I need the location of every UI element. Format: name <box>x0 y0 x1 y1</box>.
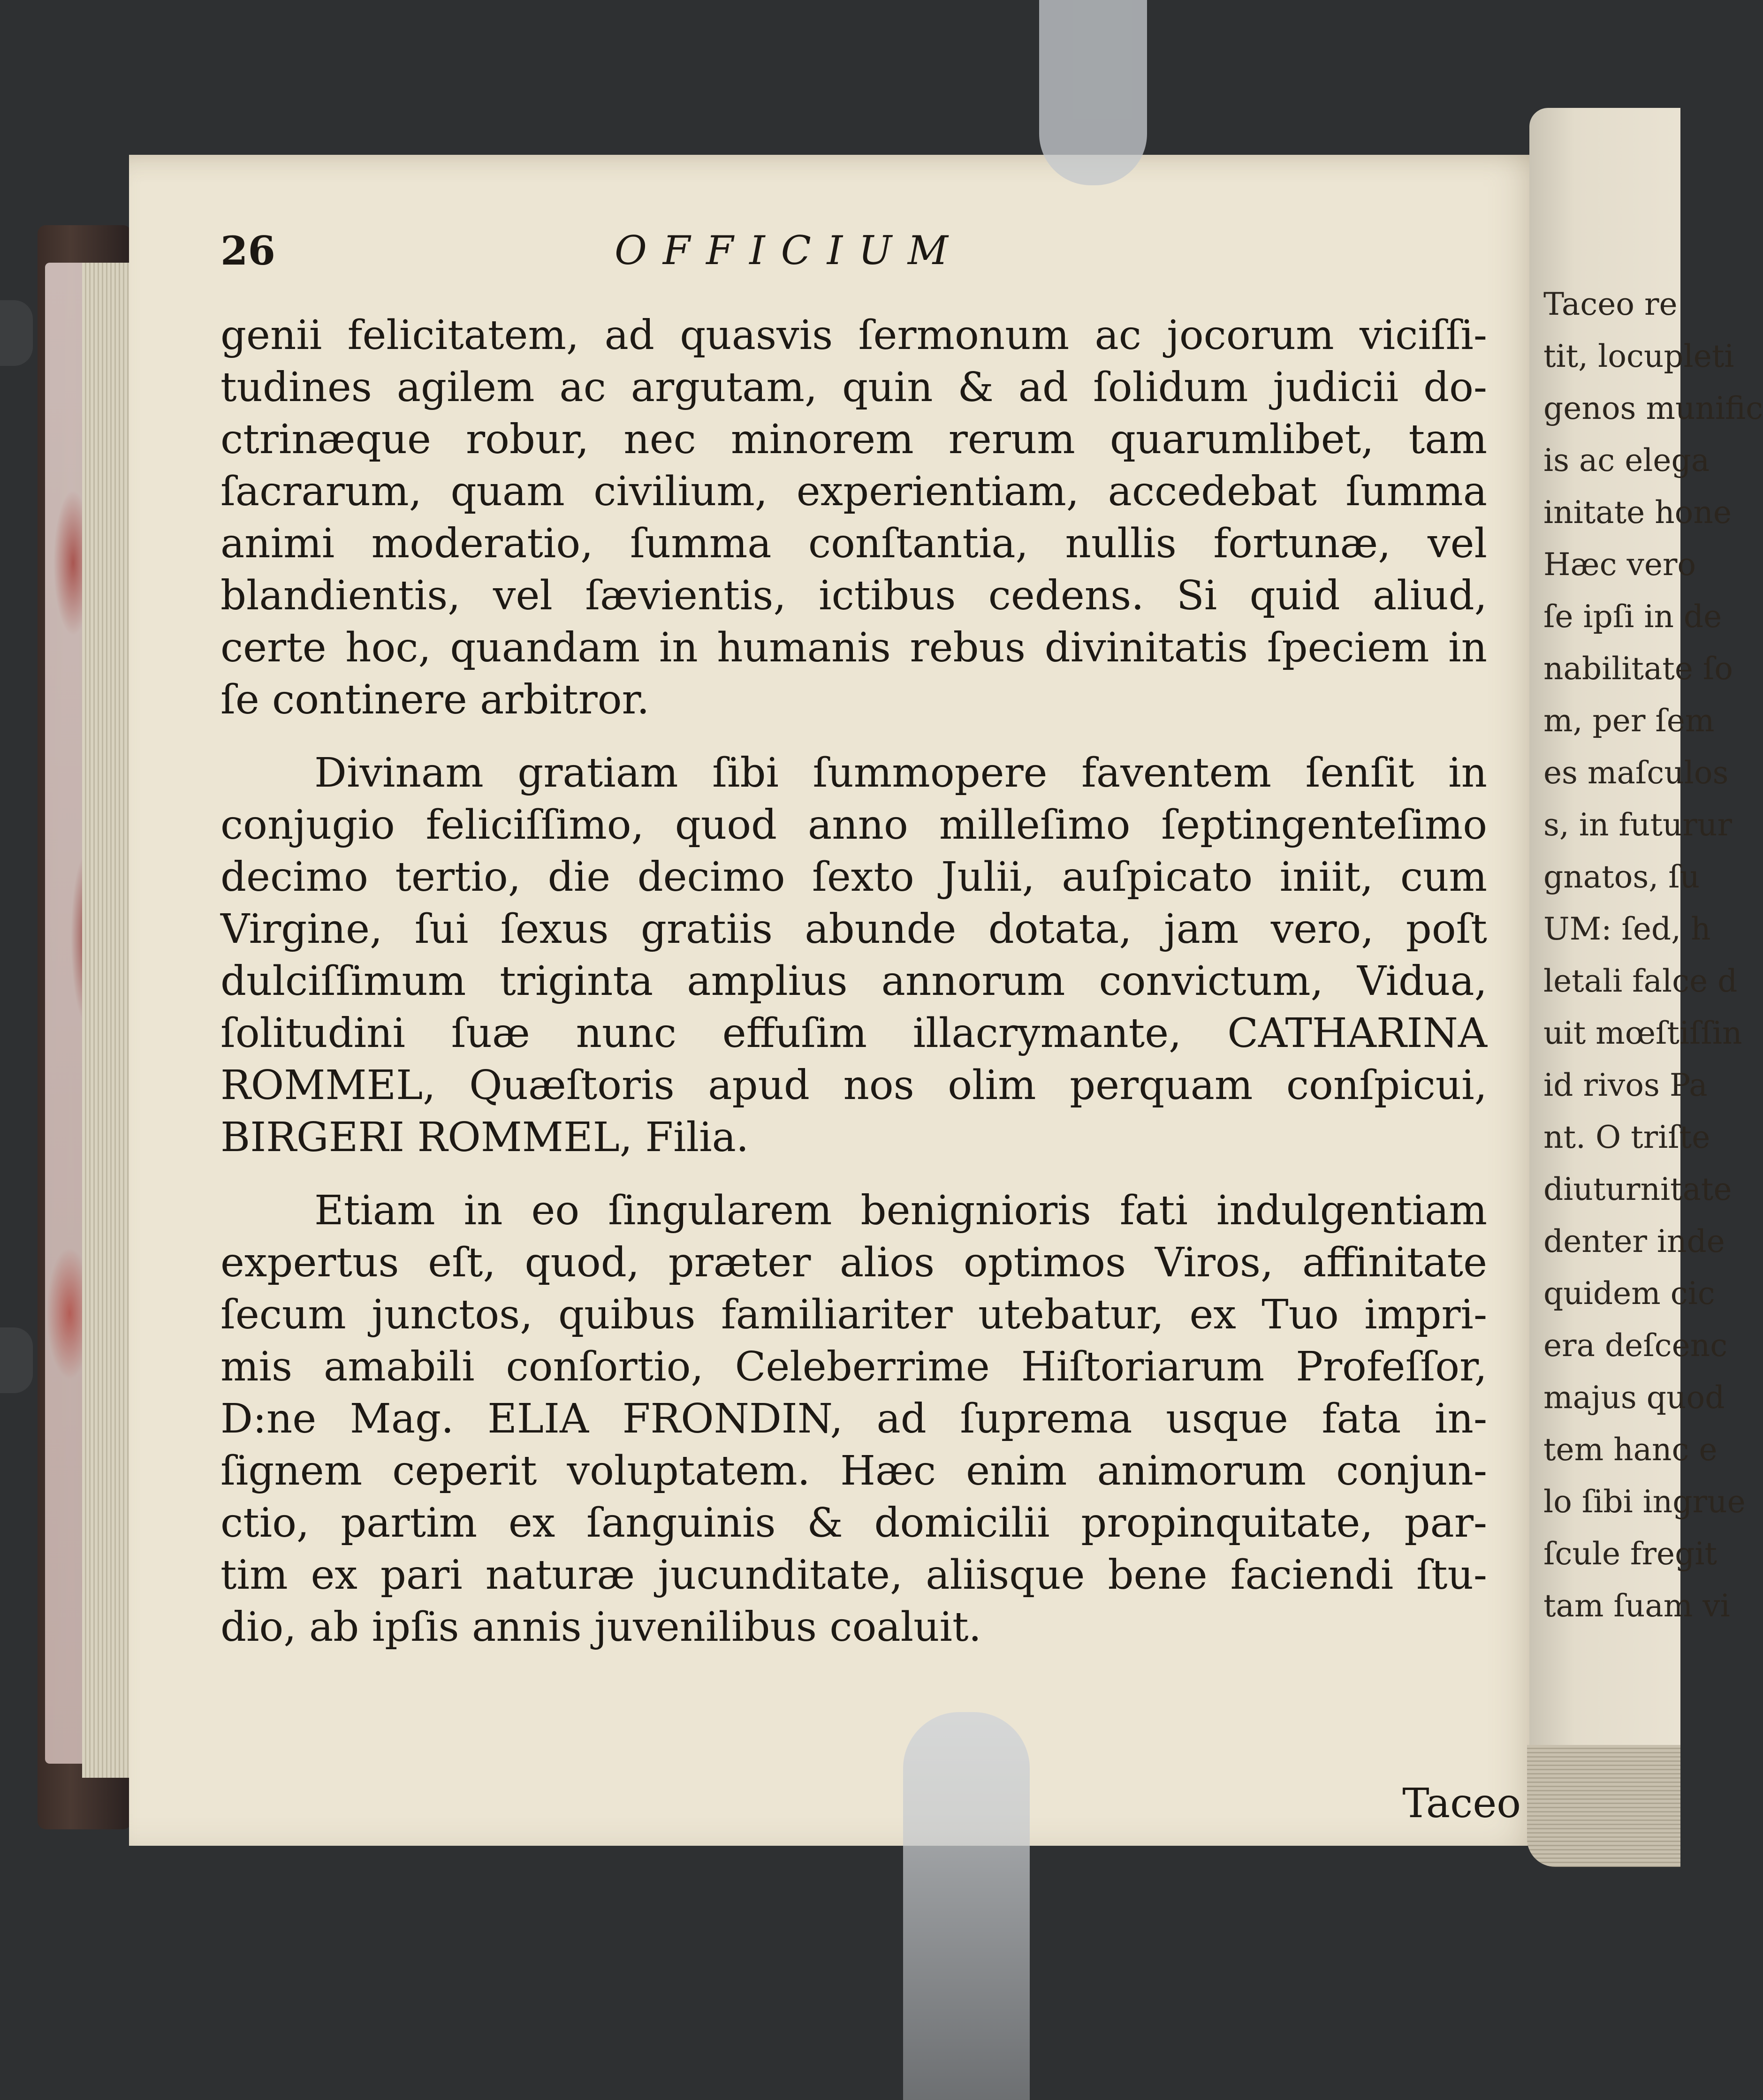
facing-page-line: denter inde <box>1543 1223 1725 1259</box>
text-line: ctio, partim ex ſanguinis & domicilii propinquitate, par- <box>220 1500 1487 1547</box>
facing-page-line: uit mœſtiſſin <box>1543 1015 1742 1051</box>
facing-page-line: tem hanc e <box>1543 1432 1717 1468</box>
glass-clip-bottom <box>903 1712 1030 2100</box>
text-line: Divinam gratiam ſibi ſummopere faventem ſenſit in <box>314 750 1487 796</box>
text-line: genii felicitatem, ad quasvis ſermonum ac jocorum viciſſi- <box>220 312 1487 359</box>
facing-page-line: is ac elega <box>1543 442 1710 478</box>
text-line: conjugio feliciſſimo, quod anno milleſimo ſeptingenteſimo <box>220 802 1487 849</box>
facing-page-line: s, in futurur <box>1543 807 1732 843</box>
scanner-tab-bottom <box>0 1327 33 1393</box>
page-edges-right <box>1527 1745 1680 1867</box>
catchword: Taceo <box>1402 1780 1521 1827</box>
facing-page-line: Hæc vero <box>1543 546 1696 583</box>
text-line: certe hoc, quandam in humanis rebus divinitatis ſpeciem in <box>220 624 1487 671</box>
text-line: ſignem ceperit voluptatem. Hæc enim animorum conjun- <box>220 1448 1487 1494</box>
text-line: decimo tertio, die decimo ſexto Julii, auſpicato iniit, cum <box>220 854 1487 901</box>
facing-page-line: quidem cic <box>1543 1275 1715 1312</box>
text-line: blandientis, vel ſævientis, ictibus cedens. Si quid aliud, <box>220 572 1487 619</box>
body-text <box>220 310 1487 1653</box>
facing-page-line: tam ſuam vi <box>1543 1588 1730 1624</box>
scanner-tab-top <box>0 300 33 366</box>
glass-clip-top <box>1039 0 1147 185</box>
paragraph-2 <box>220 747 1487 1164</box>
page-number: 26 <box>220 227 275 274</box>
facing-page-line: Taceo re <box>1543 286 1678 322</box>
page-edges-left <box>82 263 134 1778</box>
text-line: Etiam in eo ſingularem benignioris fati indulgentiam <box>314 1187 1487 1234</box>
text-line: expertus eſt, quod, præter alios optimos Viros, affinitate <box>220 1239 1487 1286</box>
facing-page-line: gnatos, ſu <box>1543 859 1700 895</box>
paragraph-1 <box>220 310 1487 726</box>
facing-page <box>1529 108 1763 1853</box>
facing-page-line: nabilitate ſo <box>1543 651 1733 687</box>
text-line: ſe continere arbitror. <box>220 676 650 723</box>
facing-page-line: ſcule fregit <box>1543 1536 1717 1572</box>
text-line: tim ex pari naturæ jucunditate, aliisque bene faciendi ſtu- <box>220 1552 1487 1599</box>
text-line: ſolitudini ſuæ nunc effuſim illacrymante, CATHARINA <box>220 1010 1487 1057</box>
facing-page-line: tit, locupleti <box>1543 338 1734 374</box>
text-line: tudines agilem ac argutam, quin & ad ſolidum judicii do- <box>220 364 1487 411</box>
text-line: Virgine, ſui ſexus gratiis abunde dotata, jam vero, poſt <box>220 906 1487 953</box>
text-line: ſecum junctos, quibus familiariter utebatur, ex Tuo impri- <box>220 1291 1487 1338</box>
text-line: dio, ab ipſis annis juvenilibus coaluit. <box>220 1604 981 1651</box>
text-line: D:ne Mag. ELIA FRONDIN, ad ſuprema usque fata in- <box>220 1395 1487 1442</box>
facing-page-line: majus quod <box>1543 1380 1725 1416</box>
text-line: ſacrarum, quam civilium, experientiam, accedebat ſumma <box>220 468 1487 515</box>
text-line: BIRGERI ROMMEL, Filia. <box>220 1114 749 1161</box>
facing-page-line: initate hone <box>1543 494 1732 531</box>
facing-page-line: letali falce d <box>1543 963 1738 999</box>
facing-page-line: era deſcenc <box>1543 1327 1728 1364</box>
text-line: animi moderatio, ſumma conſtantia, nullis fortunæ, vel <box>220 520 1487 567</box>
text-line: ctrinæque robur, nec minorem rerum quarumlibet, tam <box>220 416 1487 463</box>
facing-page-line: id rivos Pa <box>1543 1067 1708 1103</box>
facing-page-line: genos munific <box>1543 390 1763 426</box>
facing-page-line: lo ſibi ingrue <box>1543 1484 1746 1520</box>
paragraph-3 <box>220 1185 1487 1653</box>
facing-page-line: es maſculos <box>1543 755 1729 791</box>
page-header <box>220 227 1487 279</box>
text-line: ROMMEL, Quæſtoris apud nos olim perquam conſpicui, <box>220 1062 1487 1109</box>
facing-page-line: m, per ſem <box>1543 703 1715 739</box>
facing-page-line: ſe ipſi in de <box>1543 599 1722 635</box>
running-title: OFFICIUM <box>615 227 964 273</box>
facing-page-line: nt. O triſte <box>1543 1119 1710 1155</box>
text-line: mis amabili conſortio, Celeberrime Hiſtoriarum Profeſſor, <box>220 1343 1487 1390</box>
text-line: dulciſſimum triginta amplius annorum convictum, Vidua, <box>220 958 1487 1005</box>
facing-page-line: diuturnitate <box>1543 1171 1732 1207</box>
facing-page-line: UM: ſed, h <box>1543 911 1711 947</box>
